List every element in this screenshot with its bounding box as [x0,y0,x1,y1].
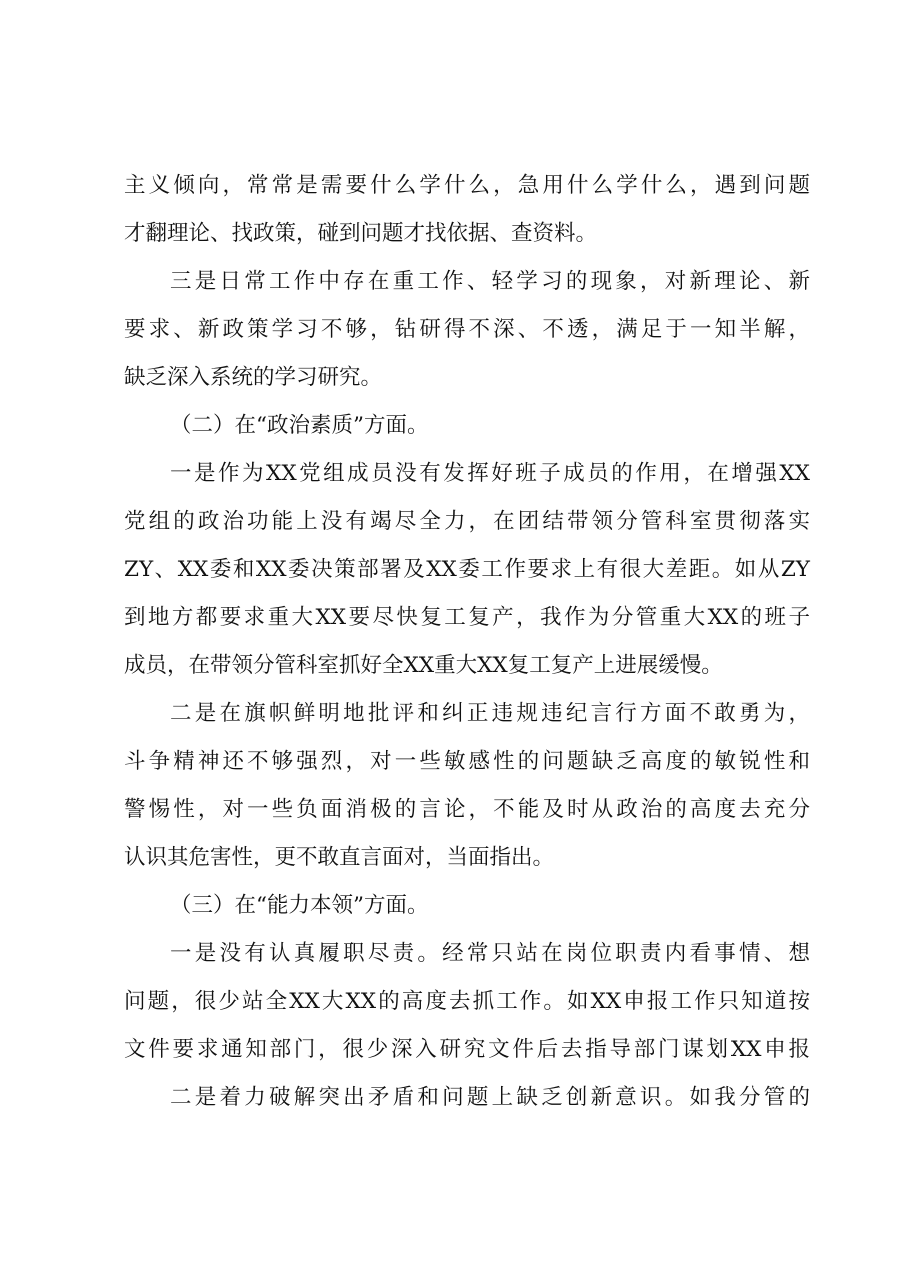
text-line: 要求、新政策学习不够，钻研得不深、不透，满足于一知半解， [124,317,810,342]
text-line: 警惕性，对一些负面消极的言论，不能及时从政治的高度去充分 [124,797,810,822]
text-line: 文件要求通知部门，很少深入研究文件后去指导部门谋划XX申报 [124,1037,810,1062]
paragraph [124,258,810,402]
text-line: 二是着力破解突出矛盾和问题上缺乏创新意识。如我分管的 [170,1085,810,1110]
document-body [124,162,810,1122]
section-heading [124,402,810,450]
text-line: 一是没有认真履职尽责。经常只站在岗位职责内看事情、想 [170,941,810,966]
text-line: 主义倾向，常常是需要什么学什么，急用什么学什么，遇到问题 [124,173,810,198]
text-line: 斗争精神还不够强烈，对一些敏感性的问题缺乏高度的敏锐性和 [124,749,810,774]
text-line: 认识其危害性，更不敢直言面对，当面指出。 [124,845,555,870]
text-line: （二）在“政治素质”方面。 [170,413,429,438]
paragraph [124,450,810,690]
text-line: 到地方都要求重大XX要尽快复工复产，我作为分管重大XX的班子 [124,605,810,630]
paragraph [124,930,810,1074]
text-line: 党组的政治功能上没有竭尽全力，在团结带领分管科室贯彻落实 [124,509,810,534]
paragraph [124,690,810,882]
paragraph-continued [124,162,810,258]
text-line: 成员，在带领分管科室抓好全XX重大XX复工复产上进展缓慢。 [124,653,723,678]
text-line: 一是作为XX党组成员没有发挥好班子成员的作用，在增强XX [170,461,810,486]
section-heading [124,882,810,930]
text-line: ZY、XX委和XX委决策部署及XX委工作要求上有很大差距。如从ZY [124,557,810,582]
text-line: 缺乏深入系统的学习研究。 [124,365,383,390]
text-line: （三）在“能力本领”方面。 [170,893,429,918]
text-line: 问题，很少站全XX大XX的高度去抓工作。如XX申报工作只知道按 [124,989,810,1014]
text-line: 二是在旗帜鲜明地批评和纠正违规违纪言行方面不敢勇为， [170,701,810,726]
paragraph [124,1074,810,1122]
text-line: 三是日常工作中存在重工作、轻学习的现象，对新理论、新 [170,269,810,294]
text-line: 才翻理论、找政策，碰到问题才找依据、查资料。 [124,221,598,246]
